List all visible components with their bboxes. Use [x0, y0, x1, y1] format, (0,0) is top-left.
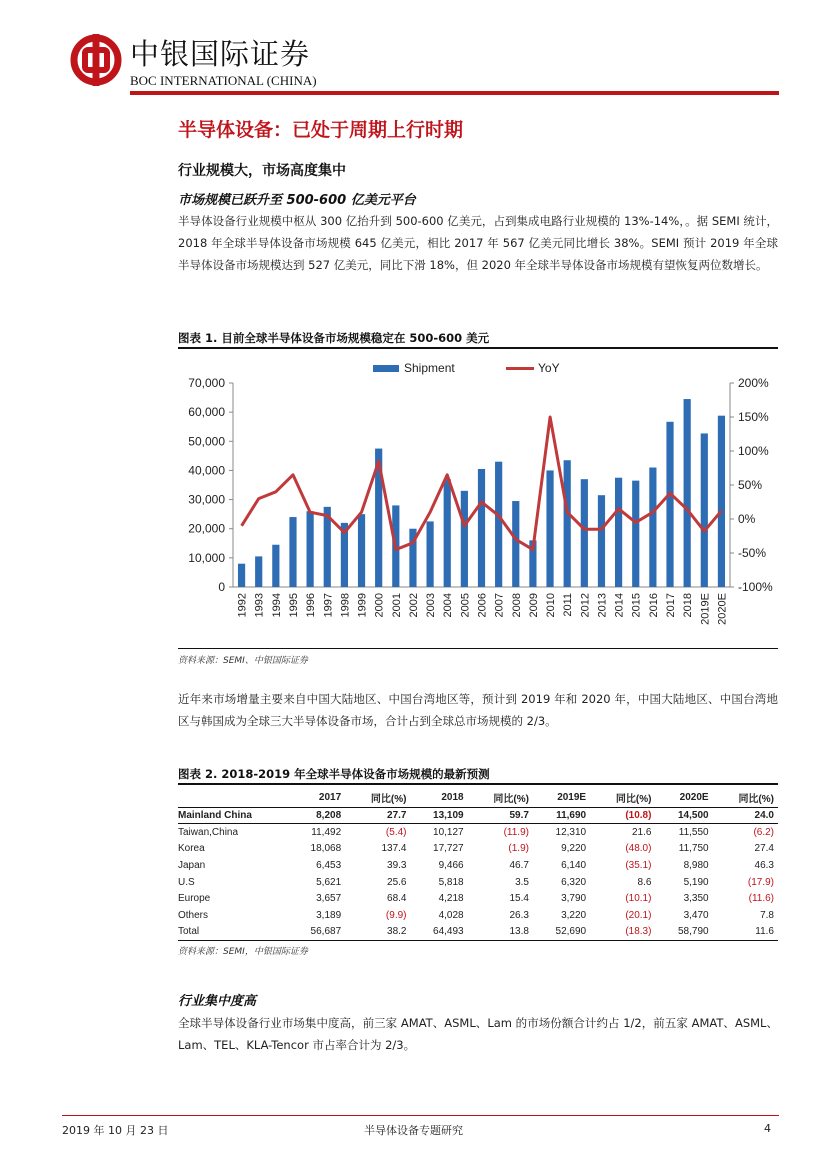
shipment-bar: [546, 470, 553, 587]
x-tick-label: 2008: [510, 593, 523, 618]
shipment-yoy-chart: [178, 348, 778, 648]
shipment-bar: [632, 481, 639, 587]
table-row: [178, 840, 778, 857]
figure2-title: 图表 2. 2018-2019 年全球半导体设备市场规模的最新预测: [178, 767, 490, 781]
table-cell: 14,500: [655, 807, 712, 824]
table-row-label: Europe: [178, 893, 211, 905]
table-cell: 3,470: [683, 909, 709, 921]
table-cell: 6,453: [316, 859, 342, 871]
x-tick-label: 1995: [287, 593, 300, 618]
figure1-title: 图表 1. 目前全球半导体设备市场规模稳定在 500-600 美元: [178, 331, 490, 345]
table-cell: 52,690: [533, 924, 590, 941]
table-cell: 6,320: [561, 876, 587, 888]
table-header-cell: 2020E: [655, 789, 712, 807]
table-cell: 8,980: [683, 859, 709, 871]
table-cell: (1.9): [508, 843, 529, 855]
y-left-tick-label: 40,000: [188, 463, 225, 478]
x-tick-label: 2014: [613, 593, 626, 618]
x-tick-label: 2017: [665, 593, 678, 618]
table-cell: (20.1): [625, 909, 652, 921]
regional-forecast-table: [178, 789, 778, 941]
table-row: [178, 924, 778, 941]
x-tick-label: 2004: [442, 593, 455, 618]
x-tick-label: 2013: [596, 593, 609, 618]
table-cell: 4,028: [438, 909, 464, 921]
x-tick-label: 2001: [390, 593, 403, 618]
shipment-bar: [701, 433, 708, 587]
shipment-bar: [649, 468, 656, 587]
table-row-label: U.S: [178, 876, 195, 888]
footer-report-title: 半导体设备专题研究: [364, 1124, 463, 1137]
table-cell: (11.9): [503, 826, 529, 838]
y-left-tick-label: 20,000: [188, 521, 225, 536]
table-cell: 6,140: [561, 859, 587, 871]
footer-rule: [62, 1115, 779, 1116]
legend-swatch-shipment: [373, 365, 399, 372]
shipment-bar: [564, 460, 571, 587]
x-tick-label: 2019E: [699, 593, 712, 625]
table-cell: 12,310: [555, 826, 587, 838]
shipment-bar: [461, 491, 468, 587]
table-header-cell: 2017: [288, 789, 345, 807]
table-cell: 64,493: [410, 924, 467, 941]
table-cell: 5,621: [316, 876, 342, 888]
y-left-tick-label: 0: [218, 580, 225, 594]
y-right-tick-label: 50%: [738, 478, 763, 492]
table-cell: 11,690: [533, 807, 590, 824]
x-tick-label: 1997: [322, 593, 335, 618]
shipment-bar: [307, 511, 314, 587]
table-cell: (6.2): [753, 826, 774, 838]
x-tick-label: 2005: [459, 593, 472, 618]
x-tick-label: 2000: [373, 593, 386, 618]
table-row: [178, 824, 778, 841]
table-cell: (5.4): [385, 826, 407, 838]
x-tick-label: 2016: [647, 593, 660, 618]
x-tick-label: 2020E: [716, 593, 729, 625]
table-cell: 68.4: [387, 893, 407, 905]
table-cell: 11,750: [678, 843, 709, 855]
footer-date: 2019 年 10 月 23 日: [62, 1124, 169, 1137]
table-cell: 24.0: [713, 807, 778, 824]
y-left-tick-label: 30,000: [188, 492, 225, 507]
y-left-tick-label: 70,000: [188, 376, 225, 390]
shipment-bar: [289, 517, 296, 587]
figure1-source: 资料来源：SEMI、中银国际证券: [178, 656, 308, 666]
table-cell: (11.6): [748, 893, 774, 905]
table-cell: 5,818: [438, 876, 464, 888]
table-header-cell: 同比(%): [468, 789, 533, 807]
table-cell: 7.8: [760, 909, 774, 921]
table-cell: 8,208: [288, 807, 345, 824]
table-cell: (48.0): [625, 843, 652, 855]
table-row: [178, 874, 778, 891]
table-cell: 4,218: [438, 893, 464, 905]
table-cell: (17.9): [747, 876, 774, 888]
table-row-label: Total: [178, 924, 288, 941]
table-row-label: Others: [178, 909, 209, 921]
y-left-tick-label: 10,000: [188, 550, 225, 565]
shipment-bar: [255, 556, 262, 587]
table-header-cell: [178, 789, 288, 807]
shipment-bar: [238, 564, 245, 587]
y-left-tick-label: 60,000: [188, 405, 225, 420]
table-row: [178, 907, 778, 924]
table-cell: 46.7: [509, 859, 529, 871]
table-cell: 18,068: [310, 843, 342, 855]
y-right-tick-label: 100%: [738, 444, 769, 458]
shipment-bar: [358, 514, 365, 587]
table-cell: 39.3: [387, 859, 407, 871]
table-cell: 56,687: [288, 924, 345, 941]
table-cell: 11,550: [678, 826, 709, 838]
table-cell: 59.7: [468, 807, 533, 824]
shipment-bar: [272, 545, 279, 587]
subheading-market-size: 市场规模已跃升至 500-600 亿美元平台: [178, 193, 416, 208]
x-tick-label: 2018: [682, 593, 695, 618]
table-cell: 26.3: [509, 909, 529, 921]
x-tick-label: 2002: [407, 593, 420, 618]
x-tick-label: 2012: [579, 593, 592, 618]
table-cell: 11.6: [713, 924, 778, 941]
table-row-label: Japan: [178, 859, 206, 871]
y-right-tick-label: 200%: [738, 376, 769, 390]
table-cell: 9,220: [561, 843, 587, 855]
table-header-cell: 2018: [410, 789, 467, 807]
table-row-label: Korea: [178, 843, 205, 855]
x-tick-label: 1993: [253, 593, 266, 618]
shipment-bar: [581, 479, 588, 587]
shipment-bar: [512, 501, 519, 587]
table-header-cell: 同比(%): [345, 789, 410, 807]
table-cell: 3,350: [683, 893, 709, 905]
table-cell: 17,727: [433, 843, 464, 855]
y-right-tick-label: 0%: [738, 512, 756, 526]
table-cell: 46.3: [754, 859, 774, 871]
table-header-cell: 2019E: [533, 789, 590, 807]
x-tick-label: 2010: [545, 593, 558, 618]
x-tick-label: 2006: [476, 593, 489, 618]
table-cell: 8.6: [637, 876, 652, 888]
table-cell: 58,790: [655, 924, 712, 941]
legend-label-shipment: Shipment: [404, 361, 455, 375]
table-row-label: Taiwan,China: [178, 826, 239, 838]
legend-label-yoy: YoY: [538, 361, 560, 375]
y-right-tick-label: 150%: [738, 410, 769, 424]
x-tick-label: 2007: [493, 593, 506, 618]
table-row-label: Mainland China: [178, 807, 288, 824]
x-tick-label: 1998: [339, 593, 352, 618]
table-cell: 10,127: [433, 826, 464, 838]
shipment-bar: [718, 416, 725, 587]
table-cell: 21.6: [631, 826, 652, 838]
table-header-cell: 同比(%): [590, 789, 655, 807]
company-name-en: BOC INTERNATIONAL (CHINA): [130, 73, 317, 88]
subheading-concentration: 行业集中度高: [178, 994, 257, 1009]
table-cell: 3,790: [561, 893, 587, 905]
subheading-industry-scale: 行业规模大，市场高度集中: [178, 163, 346, 179]
boc-logo-icon: [70, 34, 122, 86]
table-cell: (9.9): [385, 909, 407, 921]
table-cell: 5,190: [683, 876, 709, 888]
table-header-row: [178, 789, 778, 807]
x-tick-label: 2003: [425, 593, 438, 618]
x-tick-label: 1992: [236, 593, 249, 618]
table-cell: 137.4: [381, 843, 407, 855]
shipment-bar: [598, 495, 605, 587]
table-cell: 25.6: [387, 876, 407, 888]
page-number: 4: [764, 1122, 771, 1135]
section-title: 半导体设备：已处于周期上行时期: [178, 119, 464, 141]
table-cell: 3,657: [316, 893, 342, 905]
table-row: [178, 807, 778, 824]
shipment-bar: [495, 462, 502, 587]
x-tick-label: 2011: [562, 593, 575, 617]
paragraph-market-size: 半导体设备行业规模中枢从 300 亿抬升到 500-600 亿美元，占到集成电路行业规模的 13%-14%，。据 SEMI 统计，2018 年全球半导体设备市场规模 645 亿美元，相比 2017 年 567 亿美元同比增长 38%。SEMI 预计 2019 年全球半导体设备市场规模达到 527 亿美元，同比下滑 18%，但 2020 年全球半导体设备市场规模有望恢复两位数增长。: [178, 214, 778, 272]
y-right-tick-label: -100%: [738, 580, 773, 594]
table-row: [178, 890, 778, 907]
paragraph-concentration: 全球半导体设备行业市场集中度高，前三家 AMAT、ASML、Lam 的市场份额合计约占 1/2，前五家 AMAT、ASML、Lam、TEL、KLA-Tencor 市占率合计为 2/3。: [178, 1016, 778, 1052]
table-cell: 3.5: [515, 876, 529, 888]
table-cell: (18.3): [590, 924, 655, 941]
company-name-cn: 中银国际证券: [130, 37, 311, 71]
shipment-bar: [684, 399, 691, 587]
table-cell: 13,109: [410, 807, 467, 824]
table-cell: 27.4: [754, 843, 774, 855]
table-cell: 3,189: [316, 909, 342, 921]
table-cell: 38.2: [345, 924, 410, 941]
shipment-bar: [444, 479, 451, 587]
figure2-source: 资料来源：SEMI，中银国际证券: [178, 947, 308, 957]
table-header-cell: 同比(%): [713, 789, 778, 807]
table-cell: (10.1): [625, 893, 652, 905]
y-left-tick-label: 50,000: [188, 434, 225, 449]
table-cell: 3,220: [561, 909, 587, 921]
x-tick-label: 2015: [630, 593, 643, 618]
x-tick-label: 2009: [527, 593, 540, 618]
shipment-bar: [426, 521, 433, 587]
figure1-bottom-rule: [178, 648, 778, 649]
shipment-bar: [478, 469, 485, 587]
shipment-bar: [666, 422, 673, 587]
paragraph-regional-growth: 近年来市场增量主要来自中国大陆地区、中国台湾地区等，预计到 2019 年和 2020 年，中国大陆地区、中国台湾地区与韩国成为全球三大半导体设备市场，合计占到全球总市场规模的 2/3。: [178, 692, 778, 728]
table-cell: (35.1): [625, 859, 652, 871]
table-cell: 15.4: [509, 893, 529, 905]
table-cell: 27.7: [345, 807, 410, 824]
x-tick-label: 1996: [305, 593, 318, 618]
table-cell: 9,466: [438, 859, 464, 871]
x-tick-label: 1999: [356, 593, 369, 618]
header-rule: [130, 91, 779, 95]
figure2-top-rule: [178, 783, 778, 785]
table-cell: 11,492: [311, 826, 342, 838]
table-cell: (10.8): [590, 807, 655, 824]
x-tick-label: 1994: [270, 593, 283, 618]
table-row: [178, 857, 778, 874]
y-right-tick-label: -50%: [738, 546, 767, 560]
table-cell: 13.8: [468, 924, 533, 941]
shipment-bar: [615, 478, 622, 587]
